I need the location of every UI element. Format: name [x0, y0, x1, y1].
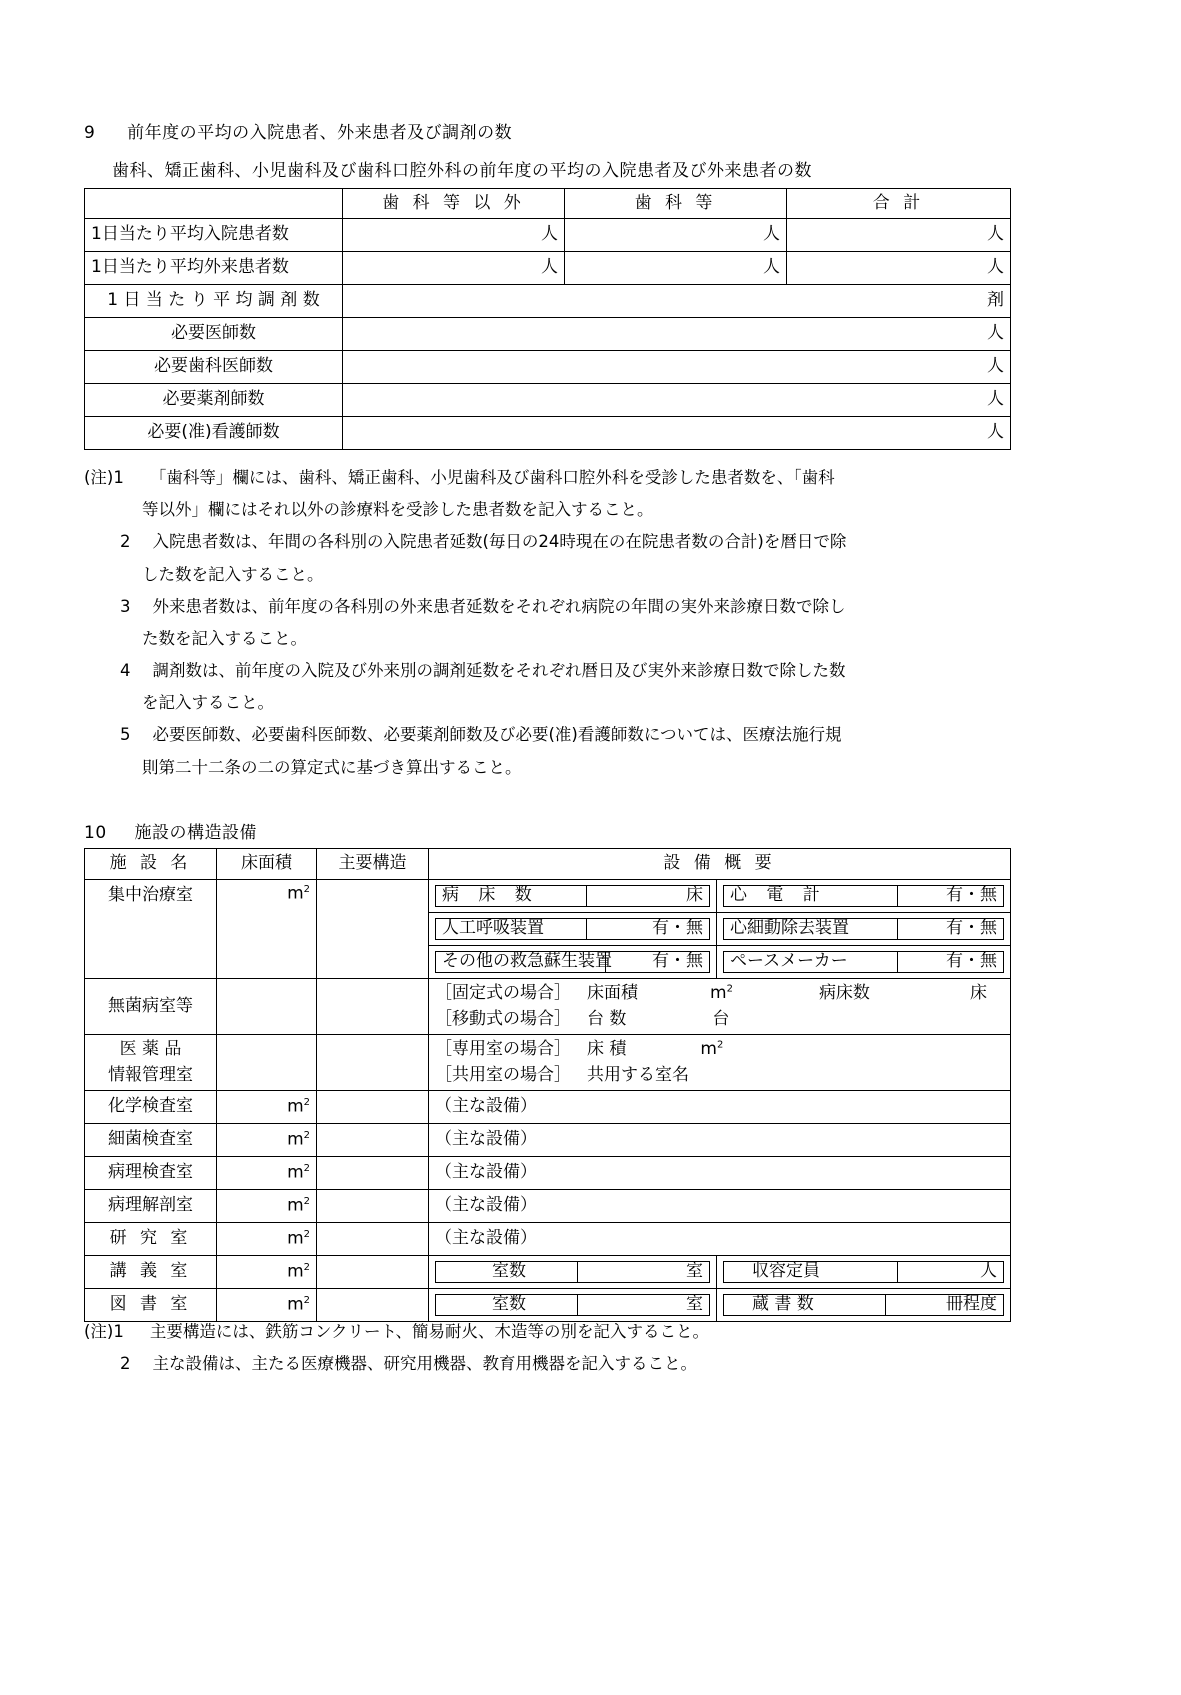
section-9-heading: [84, 118, 512, 143]
row-label-avg-inpatients: 1日当たり平均入院患者数: [85, 219, 343, 252]
row-name-pathology-lab: 病理検査室: [85, 1157, 217, 1190]
cell-drug-info-structure[interactable]: [317, 1035, 429, 1091]
icu-ecg-label: 心 電 計: [724, 886, 898, 907]
table-row: [85, 979, 1011, 1035]
note-number: 4: [120, 661, 131, 681]
header-floor-area: 床面積: [217, 849, 317, 880]
header-non-dental: 歯 科 等 以 外: [343, 189, 565, 219]
icu-ventilator-value[interactable]: 有・無: [586, 919, 709, 940]
row-name-bacteriology-lab: 細菌検査室: [85, 1124, 217, 1157]
note-row: [84, 462, 1044, 494]
cell-bacteriology-area[interactable]: $m^2$: [217, 1124, 317, 1157]
row-label-required-dentists: 必要歯科医師数: [85, 351, 343, 384]
note-number: 3: [120, 596, 131, 616]
table-row: [85, 252, 1011, 285]
drug-info-line-1: [435, 1037, 1004, 1063]
section-9-subtitle: 歯科、矯正歯科、小児歯科及び歯科口腔外科の前年度の平均の入院患者及び外来患者の数: [112, 161, 812, 181]
cell-research-area[interactable]: $m^2$: [217, 1223, 317, 1256]
table-row: [85, 384, 1011, 417]
cell-drug-info-detail[interactable]: [429, 1035, 1011, 1091]
patient-count-table: [84, 188, 1011, 450]
notes-label: (注): [84, 468, 114, 487]
library-books-label: 蔵 書 数: [724, 1295, 886, 1316]
note-row: [84, 1348, 1044, 1380]
cell-drug-info-area[interactable]: [217, 1035, 317, 1091]
drug-info-dedicated-label: ［専用室の場合］: [435, 1039, 571, 1059]
note-text: 外来患者数は、前年度の各科別の外来患者延数をそれぞれ病院の年間の実外来診療日数で除し: [152, 596, 846, 616]
sterile-floor-area-label: 床面積: [587, 983, 638, 1003]
drug-info-area-unit: $m^2$: [700, 1039, 724, 1059]
lecture-room-count-unit[interactable]: 室: [578, 1262, 710, 1283]
drug-info-shared-room-label: 共用する室名: [587, 1064, 689, 1085]
sterile-bed-count-label: 病床数: [818, 983, 870, 1003]
note-text: 則第二十二条の二の算定式に基づき算出すること。: [142, 757, 522, 777]
note-text: 入院患者数は、年間の各科別の入院患者延数(毎日の24時現在の在院患者数の合計)を暦日で除: [152, 532, 847, 552]
row-label-avg-dispensing: 1 日 当 た り 平 均 調 剤 数: [85, 285, 343, 318]
drug-info-name-line-1: 医 薬 品: [119, 1039, 182, 1059]
row-name-drug-info-room: [85, 1035, 217, 1091]
cell-avg-inpatients-nondental[interactable]: 人: [343, 219, 565, 252]
cell-required-pharmacists-value[interactable]: 人: [343, 384, 1011, 417]
sterile-floor-area-unit: $m^2$: [710, 983, 733, 1003]
cell-icu-structure[interactable]: [317, 880, 429, 979]
note-text: 調剤数は、前年度の入院及び外来別の調剤延数をそれぞれ暦日及び実外来診療日数で除した数: [152, 661, 846, 681]
cell-avg-dispensing-value[interactable]: 剤: [343, 285, 1011, 318]
note-number: 2: [120, 1354, 131, 1374]
header-total: 合 計: [787, 189, 1011, 219]
table-row: [85, 351, 1011, 384]
icu-resuscitation-label: その他の救急蘇生装置: [436, 952, 606, 973]
sterile-mobile-label: ［移動式の場合］: [435, 1008, 571, 1029]
section-9-title: 前年度の平均の入院患者、外来患者及び調剤の数: [127, 123, 513, 143]
cell-bacteriology-structure[interactable]: [317, 1124, 429, 1157]
note-row: [84, 623, 1044, 655]
note-text: 「歯科等」欄には、歯科、矯正歯科、小児歯科及び歯科口腔外科を受診した患者数を、「歯科: [149, 468, 835, 487]
drug-info-area-label: 床 積: [587, 1039, 627, 1059]
note-row: [84, 526, 1044, 558]
note-row: [84, 1316, 1044, 1348]
row-name-lecture-room: 講 義 室: [85, 1256, 217, 1289]
sterile-line-1: [435, 981, 1004, 1007]
note-text: した数を記入すること。: [142, 564, 324, 584]
note-number: 1: [113, 1322, 124, 1341]
note-text: を記入すること。: [142, 693, 274, 713]
cell-icu-pacemaker: [717, 946, 1011, 979]
notes-label: (注): [84, 1322, 114, 1341]
note-number: 1: [113, 468, 124, 487]
row-name-research-room: 研 究 室: [85, 1223, 217, 1256]
table-row: [85, 318, 1011, 351]
note-text: 必要医師数、必要歯科医師数、必要薬剤師数及び必要(准)看護師数については、医療法施行規: [152, 725, 842, 745]
cell-bacteriology-equip[interactable]: （主な設備）: [429, 1124, 1011, 1157]
table-row: [85, 1035, 1011, 1091]
header-facility-name: 施 設 名: [85, 849, 217, 880]
library-room-count-label: 室数: [436, 1295, 578, 1316]
table-row: [85, 1157, 1011, 1190]
cell-lecture-rooms: [429, 1256, 717, 1289]
sterile-unit-count-label: 台 数: [587, 1008, 627, 1029]
table-row: [85, 1124, 1011, 1157]
library-room-count-unit[interactable]: 室: [578, 1295, 710, 1316]
cell-icu-defibrillator: [717, 913, 1011, 946]
table-row: [85, 1256, 1011, 1289]
cell-lecture-structure[interactable]: [317, 1256, 429, 1289]
header-blank: [85, 189, 343, 219]
cell-research-structure[interactable]: [317, 1223, 429, 1256]
cell-research-equip[interactable]: （主な設備）: [429, 1223, 1011, 1256]
row-label-required-pharmacists: 必要薬剤師数: [85, 384, 343, 417]
drug-info-shared-label: ［共用室の場合］: [435, 1064, 571, 1085]
table-row: [85, 417, 1011, 450]
note-row: [84, 752, 1044, 784]
row-label-required-nurses: 必要(准)看護師数: [85, 417, 343, 450]
cell-required-dentists-value[interactable]: 人: [343, 351, 1011, 384]
cell-icu-resuscitation: [429, 946, 717, 979]
note-text: 主要構造には、鉄筋コンクリート、簡易耐火、木造等の別を記入すること。: [149, 1322, 710, 1341]
table-row: [85, 285, 1011, 318]
cell-avg-outpatients-nondental[interactable]: 人: [343, 252, 565, 285]
table-row: [85, 1091, 1011, 1124]
note-row: [84, 719, 1044, 751]
note-row: [84, 559, 1044, 591]
cell-lecture-capacity: [717, 1256, 1011, 1289]
row-name-autopsy-room: 病理解剖室: [85, 1190, 217, 1223]
section-10-title: 施設の構造設備: [134, 823, 257, 843]
note-row: [84, 591, 1044, 623]
section-9-notes: [84, 462, 1044, 784]
icu-pacemaker-value[interactable]: 有・無: [897, 952, 1003, 973]
sterile-fixed-label: ［固定式の場合］: [435, 983, 571, 1003]
cell-icu-area[interactable]: $m^2$: [217, 880, 317, 979]
cell-library-area[interactable]: $m^2$: [217, 1289, 317, 1322]
note-text: 主な設備は、主たる医療機器、研究用機器、教育用機器を記入すること。: [152, 1354, 697, 1374]
facility-structure-table: [84, 848, 1011, 1322]
sterile-unit-count-unit: 台: [712, 1008, 730, 1029]
table-header-row: [85, 189, 1011, 219]
row-label-avg-outpatients: 1日当たり平均外来患者数: [85, 252, 343, 285]
note-row: [84, 687, 1044, 719]
cell-sterile-area[interactable]: [217, 979, 317, 1035]
lecture-capacity-unit[interactable]: 人: [897, 1262, 1003, 1283]
row-name-sterile-room: 無菌病室等: [85, 979, 217, 1035]
lecture-capacity-label: 収容定員: [724, 1262, 898, 1283]
section-10-notes: [84, 1316, 1044, 1380]
table-header-row: [85, 849, 1011, 880]
section-10-number: 10: [84, 823, 107, 843]
cell-autopsy-structure[interactable]: [317, 1190, 429, 1223]
note-row: [84, 494, 1044, 526]
icu-ventilator-label: 人工呼吸装置: [436, 919, 587, 940]
cell-chemistry-structure[interactable]: [317, 1091, 429, 1124]
cell-pathology-equip[interactable]: （主な設備）: [429, 1157, 1011, 1190]
table-row: [85, 219, 1011, 252]
library-books-unit[interactable]: 冊程度: [886, 1295, 1004, 1316]
cell-sterile-structure[interactable]: [317, 979, 429, 1035]
icu-ecg-value[interactable]: 有・無: [897, 886, 1003, 907]
cell-chemistry-equip[interactable]: （主な設備）: [429, 1091, 1011, 1124]
row-label-required-doctors: 必要医師数: [85, 318, 343, 351]
cell-lecture-area[interactable]: $m^2$: [217, 1256, 317, 1289]
drug-info-name-line-2: 情報管理室: [108, 1064, 193, 1085]
cell-icu-ecg: [717, 880, 1011, 913]
cell-autopsy-area[interactable]: $m^2$: [217, 1190, 317, 1223]
icu-defibrillator-value[interactable]: 有・無: [897, 919, 1003, 940]
table-row: [85, 1190, 1011, 1223]
icu-beds-unit[interactable]: 床: [586, 886, 709, 907]
row-name-library-room: 図 書 室: [85, 1289, 217, 1322]
header-main-structure: 主要構造: [317, 849, 429, 880]
note-number: 5: [120, 725, 131, 745]
note-text: 等以外」欄にはそれ以外の診療料を受診した患者数を記入すること。: [142, 500, 654, 520]
section-9-number: 9: [84, 123, 96, 143]
cell-required-doctors-value[interactable]: 人: [343, 318, 1011, 351]
icu-resuscitation-value[interactable]: 有・無: [605, 952, 709, 973]
lecture-room-count-label: 室数: [436, 1262, 578, 1283]
icu-pacemaker-label: ペースメーカー: [724, 952, 898, 973]
sterile-bed-unit: 床: [969, 983, 987, 1003]
cell-avg-inpatients-dental[interactable]: 人: [565, 219, 787, 252]
icu-beds-label: 病 床 数: [436, 886, 587, 907]
header-dental: 歯 科 等: [565, 189, 787, 219]
cell-icu-name-cont2: [85, 946, 217, 979]
note-number: 2: [120, 532, 131, 552]
cell-pathology-area[interactable]: $m^2$: [217, 1157, 317, 1190]
cell-icu-beds-label: [429, 880, 717, 913]
sterile-line-2: [435, 1007, 1004, 1033]
row-name-icu: 集中治療室: [85, 880, 217, 913]
cell-icu-ventilator: [429, 913, 717, 946]
cell-autopsy-equip[interactable]: （主な設備）: [429, 1190, 1011, 1223]
cell-avg-outpatients-total[interactable]: 人: [787, 252, 1011, 285]
cell-chemistry-area[interactable]: $m^2$: [217, 1091, 317, 1124]
cell-avg-outpatients-dental[interactable]: 人: [565, 252, 787, 285]
cell-pathology-structure[interactable]: [317, 1157, 429, 1190]
note-row: [84, 655, 1044, 687]
cell-icu-name-cont: [85, 913, 217, 946]
table-row: [85, 880, 1011, 913]
icu-defibrillator-label: 心細動除去装置: [724, 919, 898, 940]
cell-avg-inpatients-total[interactable]: 人: [787, 219, 1011, 252]
cell-sterile-detail[interactable]: [429, 979, 1011, 1035]
drug-info-line-2: [435, 1063, 1004, 1089]
cell-required-nurses-value[interactable]: 人: [343, 417, 1011, 450]
header-equipment-overview: 設 備 概 要: [429, 849, 1011, 880]
section-10-heading: [84, 818, 257, 843]
row-name-chemistry-lab: 化学検査室: [85, 1091, 217, 1124]
note-text: た数を記入すること。: [142, 628, 307, 648]
table-row: [85, 1223, 1011, 1256]
